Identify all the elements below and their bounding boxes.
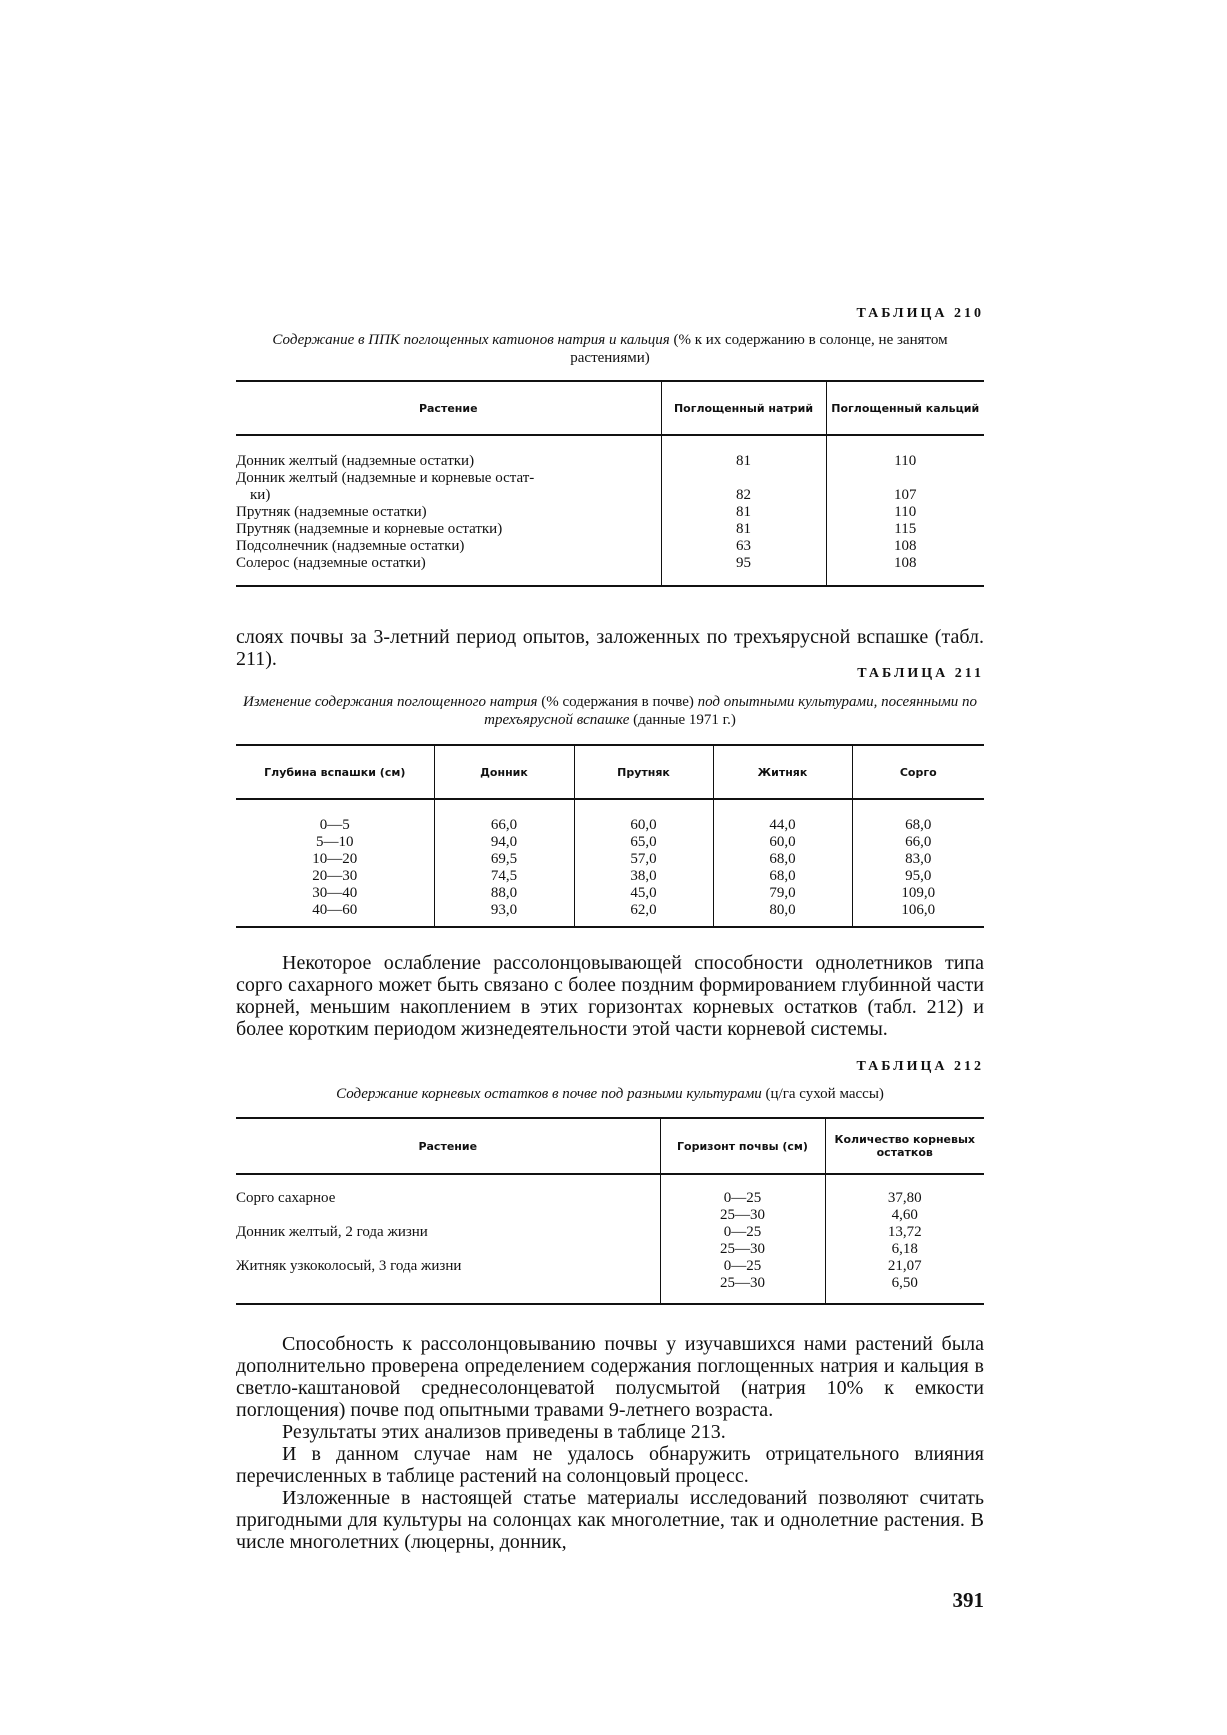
- table-211-caption: [236, 693, 984, 729]
- horizon-cell: 0—25: [660, 1258, 825, 1275]
- table-210-header-sodium: Поглощенный натрий: [661, 381, 826, 435]
- closing-text: [236, 1333, 984, 1553]
- horizon-cell: 25—30: [660, 1241, 825, 1258]
- zhitnyak-cell: 79,0: [713, 885, 852, 902]
- zhitnyak-cell: 44,0: [713, 817, 852, 834]
- table-211-header-donnik: Донник: [434, 745, 574, 799]
- sorgo-cell: 95,0: [852, 868, 984, 885]
- prutnyak-cell: 45,0: [574, 885, 713, 902]
- horizon-cell: 25—30: [660, 1207, 825, 1224]
- zhitnyak-cell: 68,0: [713, 851, 852, 868]
- table-211-header-zhitnyak: Житняк: [713, 745, 852, 799]
- table-row: [236, 504, 984, 521]
- horizon-cell: 0—25: [660, 1190, 825, 1207]
- quantity-cell: 13,72: [825, 1224, 984, 1241]
- page-number: 391: [952, 1588, 984, 1612]
- paragraph-1-text: слоях почвы за 3-летний период опытов, заложенных по трехъярусной вспашке (табл. 211).: [236, 626, 984, 670]
- table-210-header-plant: Растение: [236, 381, 661, 435]
- prutnyak-cell: 57,0: [574, 851, 713, 868]
- depth-cell: 20—30: [312, 868, 358, 884]
- donnik-cell: 93,0: [434, 902, 574, 919]
- calcium-cell: 108: [826, 555, 984, 572]
- paragraph-1: [236, 626, 984, 670]
- donnik-cell: 94,0: [434, 834, 574, 851]
- calcium-cell: 107: [826, 487, 984, 504]
- calcium-cell: 108: [826, 538, 984, 555]
- table-211-header-sorgo: Сорго: [852, 745, 984, 799]
- table-row-padding: [236, 919, 984, 927]
- plant-cell: Донник желтый, 2 года жизни: [236, 1224, 428, 1240]
- table-row: [236, 453, 984, 470]
- table-row: [236, 521, 984, 538]
- depth-cell: 10—20: [312, 851, 358, 867]
- quantity-cell: 6,50: [825, 1275, 984, 1292]
- table-211-body: [236, 817, 984, 927]
- sodium-cell: 81: [661, 504, 826, 521]
- calcium-cell: 110: [826, 504, 984, 521]
- table-210-body: [236, 453, 984, 586]
- table-211-caption-title: Изменение содержания поглощенного натрия: [242, 694, 538, 710]
- depth-cell: 5—10: [316, 834, 354, 850]
- depth-cell: 30—40: [312, 885, 358, 901]
- quantity-cell: 21,07: [825, 1258, 984, 1275]
- quantity-cell: 37,80: [825, 1190, 984, 1207]
- table-row: [236, 1258, 984, 1275]
- table-212-header-quantity: Количество корневых остатков: [825, 1118, 984, 1174]
- table-212-body: [236, 1190, 984, 1304]
- sodium-cell: 95: [661, 555, 826, 572]
- table-row: [236, 834, 984, 851]
- paragraph-2-text: Некоторое ослабление рассолонцовывающей способности однолетников типа сорго сахарного может быть связано с более поздним формированием глубинной части корней, меньшим накоплением в этих горизонтах корневых остатков (табл. 212) и более коротким периодом жизнедеятельности этой части корневой системы.: [236, 952, 984, 1040]
- table-row: [236, 1190, 984, 1207]
- table-212-header-plant: Растение: [236, 1118, 660, 1174]
- calcium-cell: [826, 470, 984, 487]
- sodium-cell: 63: [661, 538, 826, 555]
- table-211: [236, 744, 984, 928]
- prutnyak-cell: 62,0: [574, 902, 713, 919]
- sorgo-cell: 106,0: [852, 902, 984, 919]
- plant-cell: Сорго сахарное: [236, 1190, 336, 1206]
- table-210-caption-title: Содержание в ППК поглощенных катионов натрия и кальция: [272, 332, 670, 348]
- table-211-caption-subtitle: под опытными культурами, посеянными по трехъярусной вспашке: [484, 694, 978, 728]
- table-211-label: ТАБЛИЦА 211: [857, 666, 984, 681]
- table-210-label: ТАБЛИЦА 210: [856, 306, 984, 321]
- table-212: [236, 1117, 984, 1305]
- plant-cell: Прутняк (надземные остатки): [236, 504, 427, 520]
- paragraph-3: Способность к рассолонцовыванию почвы у изучавшихся нами растений была дополнительно проверена определением содержания поглощенных натрия и кальция в светло-каштановой среднесолонцеватой полусмытой (натрия 10% к емкости поглощения) почве под опытными травами 9-летнего возраста.: [236, 1333, 984, 1421]
- zhitnyak-cell: 80,0: [713, 902, 852, 919]
- table-row: [236, 1207, 984, 1224]
- table-row: [236, 538, 984, 555]
- zhitnyak-cell: 60,0: [713, 834, 852, 851]
- table-row: [236, 902, 984, 919]
- paragraph-5: И в данном случае нам не удалось обнаружить отрицательного влияния перечисленных в таблице растений на солонцовый процесс.: [236, 1443, 984, 1487]
- table-211-header-prutnyak: Прутняк: [574, 745, 713, 799]
- table-212-caption: [236, 1085, 984, 1103]
- table-210-header-calcium: Поглощенный кальций: [826, 381, 984, 435]
- horizon-cell: 0—25: [660, 1224, 825, 1241]
- table-row: [236, 1224, 984, 1241]
- sodium-cell: 81: [661, 453, 826, 470]
- sorgo-cell: 83,0: [852, 851, 984, 868]
- table-210-caption: [236, 331, 984, 367]
- prutnyak-cell: 65,0: [574, 834, 713, 851]
- calcium-cell: 115: [826, 521, 984, 538]
- table-212-caption-title: Содержание корневых остатков в почве под разными культурами: [336, 1086, 762, 1102]
- donnik-cell: 88,0: [434, 885, 574, 902]
- table-row: [236, 470, 984, 487]
- calcium-cell: 110: [826, 453, 984, 470]
- plant-cell: Донник желтый (надземные и корневые остат-: [236, 470, 535, 486]
- table-210: [236, 380, 984, 587]
- paragraph-2: [236, 952, 984, 1040]
- table-row: [236, 885, 984, 902]
- paragraph-6: Изложенные в настоящей статье материалы исследований позволяют считать пригодными для культуры на солонцах как многолетние, так и однолетние растения. В числе многолетних (люцерны, донник,: [236, 1487, 984, 1553]
- table-212-caption-note: (ц/га сухой массы): [761, 1086, 884, 1102]
- paragraph-4: Результаты этих анализов приведены в таблице 213.: [282, 1421, 726, 1443]
- sorgo-cell: 68,0: [852, 817, 984, 834]
- table-row: [236, 555, 984, 572]
- quantity-cell: 4,60: [825, 1207, 984, 1224]
- table-row-padding: [236, 1292, 984, 1304]
- plant-cell: [236, 1275, 660, 1292]
- donnik-cell: 69,5: [434, 851, 574, 868]
- table-212-header-horizon: Горизонт почвы (см): [660, 1118, 825, 1174]
- table-210-caption-note: (% к их содержанию в солонце, не занятом растениями): [570, 332, 948, 366]
- table-row: [236, 1241, 984, 1258]
- plant-cell: Житняк узкоколосый, 3 года жизни: [236, 1258, 462, 1274]
- quantity-cell: 6,18: [825, 1241, 984, 1258]
- sorgo-cell: 66,0: [852, 834, 984, 851]
- plant-cell: [236, 1241, 660, 1258]
- plant-cell: Подсолнечник (надземные остатки): [236, 538, 465, 554]
- sorgo-cell: 109,0: [852, 885, 984, 902]
- donnik-cell: 74,5: [434, 868, 574, 885]
- plant-cell: [236, 1207, 660, 1224]
- plant-cell: Солерос (надземные остатки): [236, 555, 426, 571]
- table-row-padding: [236, 572, 984, 586]
- table-row: [236, 817, 984, 834]
- plant-cell: Донник желтый (надземные остатки): [236, 453, 475, 469]
- table-row: [236, 487, 984, 504]
- plant-cell: Прутняк (надземные и корневые остатки): [236, 521, 503, 537]
- sodium-cell: [661, 470, 826, 487]
- prutnyak-cell: 60,0: [574, 817, 713, 834]
- table-row: [236, 1275, 984, 1292]
- horizon-cell: 25—30: [660, 1275, 825, 1292]
- sodium-cell: 81: [661, 521, 826, 538]
- table-row: [236, 851, 984, 868]
- donnik-cell: 66,0: [434, 817, 574, 834]
- table-211-caption-note: (данные 1971 г.): [629, 712, 736, 728]
- zhitnyak-cell: 68,0: [713, 868, 852, 885]
- table-211-caption-unit: (% содержания в почве): [537, 694, 698, 710]
- table-211-header-depth: Глубина вспашки (см): [236, 745, 434, 799]
- table-row: [236, 868, 984, 885]
- depth-cell: 40—60: [312, 902, 358, 918]
- sodium-cell: 82: [661, 487, 826, 504]
- prutnyak-cell: 38,0: [574, 868, 713, 885]
- depth-cell: 0—5: [319, 817, 350, 833]
- table-212-label: ТАБЛИЦА 212: [856, 1059, 984, 1074]
- plant-cell: ки): [250, 487, 271, 503]
